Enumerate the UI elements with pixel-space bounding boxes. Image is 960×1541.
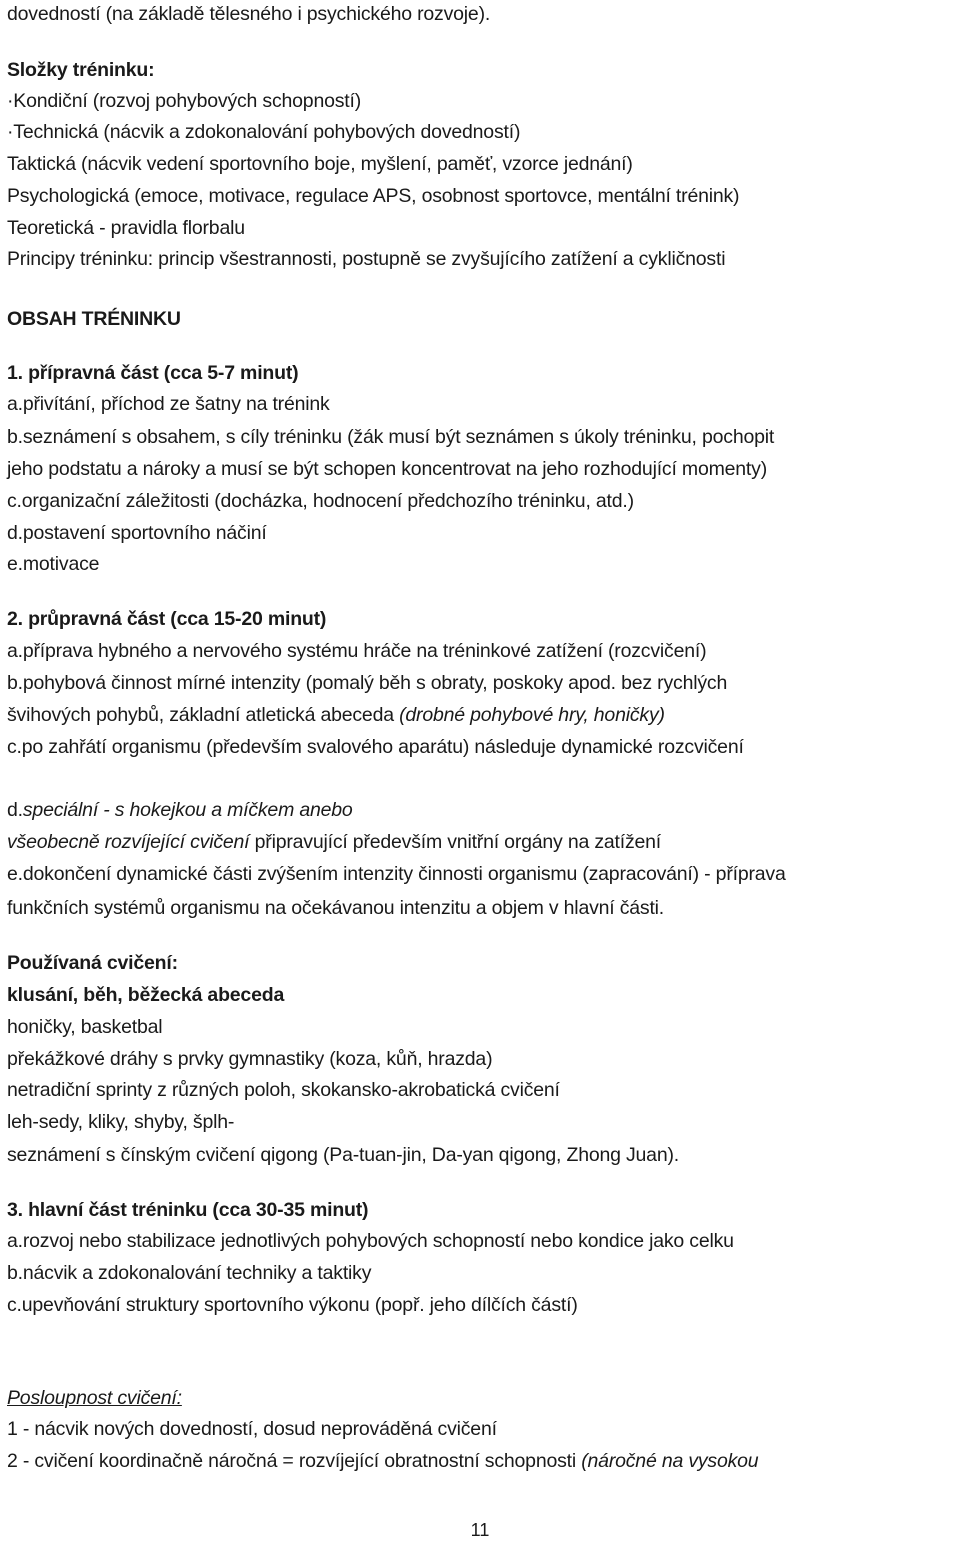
page-number: 11 [470,1520,490,1540]
section-heading: OBSAH TRÉNINKU [7,308,181,330]
list-item [7,798,353,822]
text-line: Taktická (nácvik vedení sportovního boje, myšlení, paměť, vzorce jednání) [7,153,633,175]
list-item: c.po zahřátí organismu (především svalového aparátu) následuje dynamické rozcvičení [7,736,744,758]
text-span: d. [7,799,23,821]
list-item: a.příprava hybného a nervového systému hráče na tréninkové zatížení (rozcvičení) [7,640,707,662]
list-item: b.nácvik a zdokonalování techniky a taktiky [7,1262,372,1284]
list-item [7,1449,758,1473]
list-item: e.dokončení dynamické části zvýšením intenzity činnosti organismu (zapracování) - příprava [7,863,786,885]
subheading: klusání, běh, běžecká abeceda [7,984,285,1006]
text-line [7,703,665,727]
list-item: d.postavení sportovního náčiní [7,522,267,544]
text-line: překážkové dráhy s prvky gymnastiky (koza, kůň, hrazda) [7,1048,493,1070]
section-heading: 1. přípravná část (cca 5-7 minut) [7,362,299,384]
text-line: seznámení s čínským cvičení qigong (Pa-tuan-jin, Da-yan qigong, Zhong Juan). [7,1144,679,1166]
text-line [7,830,661,854]
italic-text: (náročné na vysokou [581,1450,759,1472]
italic-text: (drobné pohybové hry, honičky) [399,704,665,726]
section-heading: 2. průpravná část (cca 15-20 minut) [7,608,327,630]
text-line: Principy tréninku: princip všestrannosti, postupně se zvyšujícího zatížení a cykličnosti [7,248,726,270]
text-span: připravující především vnitřní orgány na zatížení [249,831,662,853]
text-line: dovedností (na základě tělesného i psychického rozvoje). [7,3,491,25]
text-line: ·Kondiční (rozvoj pohybových schopností) [7,90,362,112]
list-item: c.organizační záležitosti (docházka, hodnocení předchozího tréninku, atd.) [7,490,634,512]
text-line: ·Technická (nácvik a zdokonalování pohybových dovedností) [7,121,521,143]
list-item: a.přivítání, příchod ze šatny na trénink [7,393,330,415]
text-span: švihových pohybů, základní atletická abeceda [7,704,400,726]
italic-text: speciální - s hokejkou a míčkem anebo [22,799,353,821]
text-line: funkčních systémů organismu na očekávanou intenzitu a objem v hlavní části. [7,897,665,919]
list-item: b.seznámení s obsahem, s cíly tréninku (žák musí být seznámen s úkoly tréninku, pochopit [7,426,775,448]
list-item: a.rozvoj nebo stabilizace jednotlivých pohybových schopností nebo kondice jako celku [7,1230,734,1252]
section-heading: Používaná cvičení: [7,952,178,974]
italic-text: všeobecně rozvíjející cvičení [7,831,250,853]
text-line: leh-sedy, kliky, shyby, šplh- [7,1111,235,1133]
list-item: e.motivace [7,553,100,575]
text-span: 2 - cvičení koordinačně náročná = rozvíjející obratnostní schopnosti [7,1450,582,1472]
list-item: c.upevňování struktury sportovního výkonu (popř. jeho dílčích částí) [7,1294,578,1316]
text-line: Psychologická (emoce, motivace, regulace APS, osobnost sportovce, mentální trénink) [7,185,740,207]
list-item: b.pohybová činnost mírné intenzity (pomalý běh s obraty, poskoky apod. bez rychlých [7,672,728,694]
list-item: 1 - nácvik nových dovedností, dosud neprováděná cvičení [7,1418,497,1440]
section-heading: Posloupnost cvičení: [7,1387,182,1409]
section-heading: 3. hlavní část tréninku (cca 30-35 minut) [7,1199,369,1221]
text-line: Teoretická - pravidla florbalu [7,217,245,239]
text-line: netradiční sprinty z různých poloh, skokansko-akrobatická cvičení [7,1079,560,1101]
text-line: honičky, basketbal [7,1016,163,1038]
section-heading: Složky tréninku: [7,59,155,81]
text-line: jeho podstatu a nároky a musí se být schopen koncentrovat na jeho rozhodující momenty) [7,458,767,480]
